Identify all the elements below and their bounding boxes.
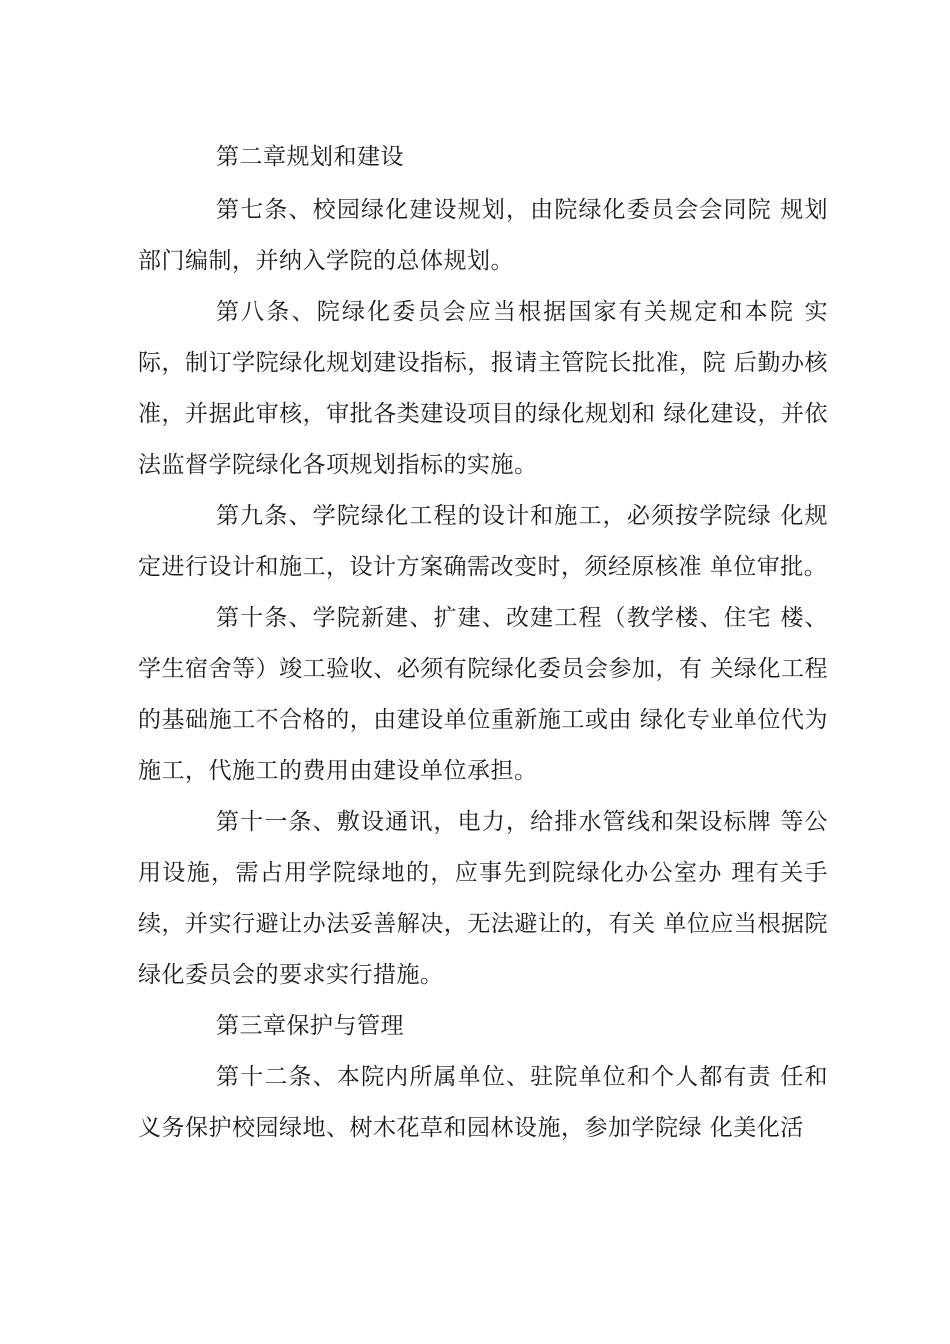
chapter-3-title: 第三章保护与管理 <box>216 1013 404 1039</box>
article-10: 第十条、学院新建、扩建、改建工程（教学楼、住宅 楼、学生宿舍等）竣工验收、必须有院绿化委员会参加，有 关绿化工程的基础施工不合格的，由建设单位重新施工或由 绿化专业单位代为施工，代施工的费用由建设单位承担。 <box>138 605 828 784</box>
article-7: 第七条、校园绿化建设规划，由院绿化委员会会同院 规划部门编制，并纳入学院的总体规划。 <box>138 197 828 274</box>
article-12: 第十二条、本院内所属单位、驻院单位和个人都有责 任和义务保护校园绿地、树木花草和园林设施，参加学院绿 化美化活 <box>138 1064 828 1141</box>
article-8: 第八条、院绿化委员会应当根据国家有关规定和本院 实际，制订学院绿化规划建设指标，报请主管院长批准，院 后勤办核准，并据此审核，审批各类建设项目的绿化规划和 绿化建设，并依法监督学院绿化各项规划指标的实施。 <box>138 299 828 478</box>
document-body <box>138 132 828 1154</box>
article-11: 第十一条、敷设通讯，电力，给排水管线和架设标牌 等公用设施，需占用学院绿地的，应事先到院绿化办公室办 理有关手续，并实行避让办法妥善解决，无法避让的，有关 单位应当根据院绿化委员会的要求实行措施。 <box>138 809 828 988</box>
chapter-2-title: 第二章规划和建设 <box>216 144 404 170</box>
article-9: 第九条、学院绿化工程的设计和施工，必须按学院绿 化规定进行设计和施工，设计方案确需改变时，须经原核准 单位审批。 <box>138 503 828 580</box>
